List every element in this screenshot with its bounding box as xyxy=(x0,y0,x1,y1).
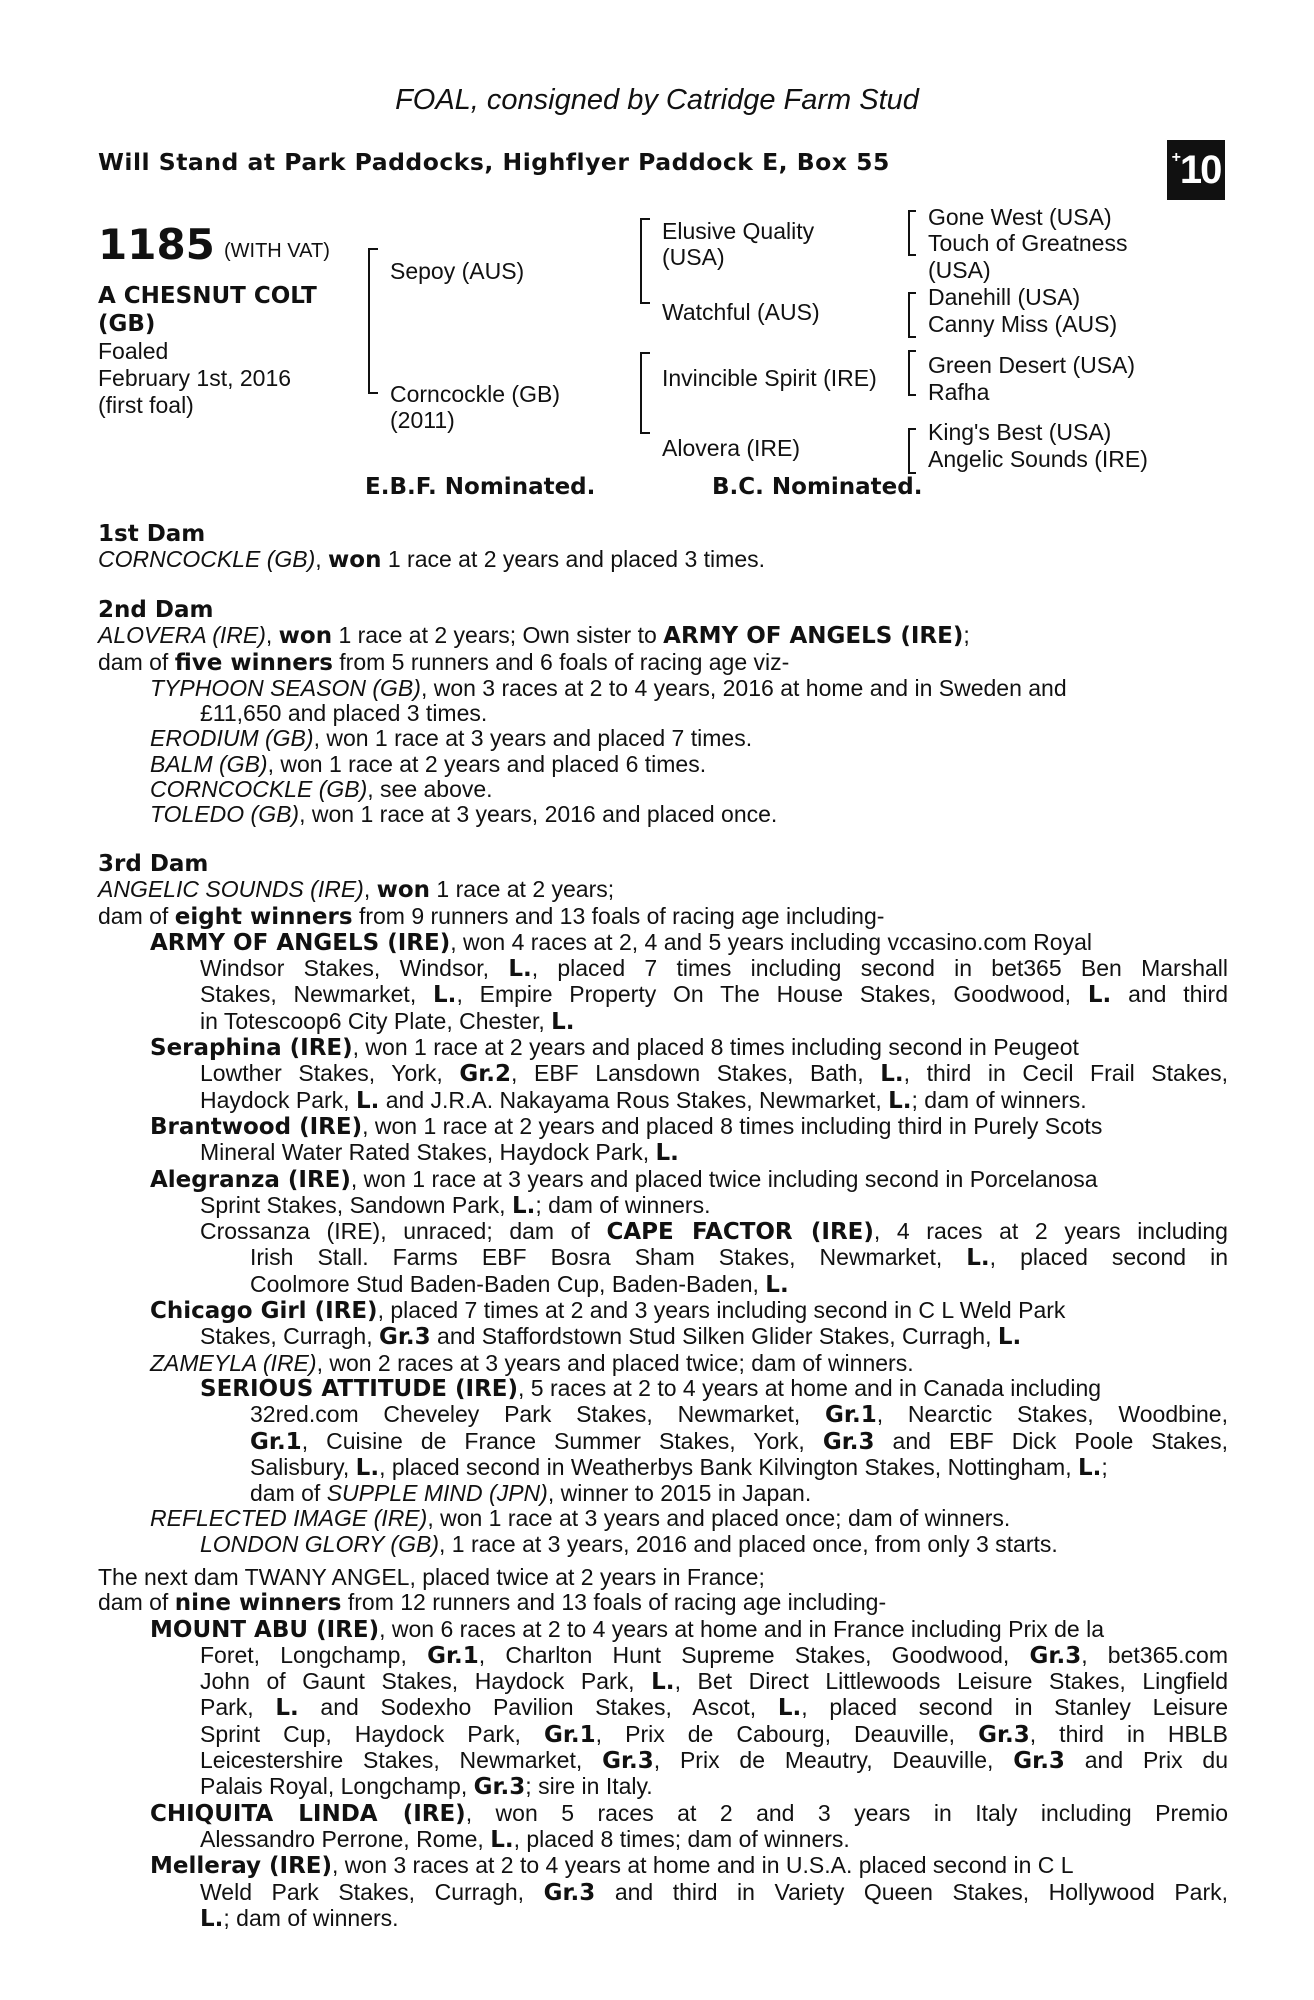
list-item: REFLECTED IMAGE (IRE), won 1 race at 3 years and placed once; dam of winners. xyxy=(150,1505,1011,1532)
g5-brace xyxy=(908,350,916,396)
list-item: TYPHOON SEASON (GB), won 3 races at 2 to 4 years, 2016 at home and in Sweden and xyxy=(150,674,1067,701)
foaled-note: (first foal) xyxy=(98,392,194,418)
third-dam-heading: 3rd Dam xyxy=(98,851,209,877)
pedigree-dam-year: (2011) xyxy=(390,407,455,433)
list-item: Chicago Girl (IRE), placed 7 times at 2 and 3 years including second in C L Weld Park xyxy=(150,1297,1066,1325)
pedigree-sire: Sepoy (AUS) xyxy=(390,258,525,284)
second-dam-heading: 2nd Dam xyxy=(98,597,214,623)
lot-description: A CHESNUT COLT xyxy=(98,283,317,309)
list-item: ARMY OF ANGELS (IRE), won 4 races at 2, 4 and 5 years including vccasino.com Royal xyxy=(150,928,1092,956)
lot-badge xyxy=(1167,140,1225,200)
list-item: MOUNT ABU (IRE), won 6 races at 2 to 4 years at home and in France including Prix de la xyxy=(150,1615,1104,1643)
list-item: BALM (GB), won 1 race at 2 years and placed 6 times. xyxy=(150,750,707,777)
list-item: TOLEDO (GB), won 1 race at 3 years, 2016 and placed once. xyxy=(150,801,778,828)
g1-brace xyxy=(908,210,916,256)
pedigree-gg8: Angelic Sounds (IRE) xyxy=(928,446,1148,472)
first-dam-heading: 1st Dam xyxy=(98,521,206,547)
pedigree-gg7: King's Best (USA) xyxy=(928,419,1112,445)
pedigree-gg4: Canny Miss (AUS) xyxy=(928,311,1118,337)
foaled-label: Foaled xyxy=(98,338,169,364)
dam-name: CORNCOCKLE (GB) xyxy=(98,546,316,573)
g3-brace xyxy=(908,292,916,338)
stand-location: Will Stand at Park Paddocks, Highflyer Paddock E, Box 55 xyxy=(98,148,890,176)
consignment-title: FOAL, consigned by Catridge Farm Stud xyxy=(395,84,919,116)
pedigree-gg1: Gone West (USA) xyxy=(928,204,1112,230)
pedigree-dam-sire: Invincible Spirit (IRE) xyxy=(662,365,877,391)
won-label: won xyxy=(328,547,382,574)
pedigree-sire-dam: Watchful (AUS) xyxy=(662,299,820,325)
list-item: Alegranza (IRE), won 1 race at 3 years and placed twice including second in Porcelanosa xyxy=(150,1165,1098,1193)
pedigree-sire-sire-country: (USA) xyxy=(662,244,725,270)
third-dam-section: 3rd Dam ANGELIC SOUNDS (IRE), won 1 race at 2 years; dam of eight winners from 9 runners and 13 foals of racing age including- ARMY OF ANGELS (IRE), won 4 races at 2, 4 and 5 years including vccasino.com Royal Windsor Stakes, Windsor, L., placed 7 times including second in bet365 Ben Marshall Stakes, Newmarket, L., Empire Property On The House Stakes, Goodwood, L. and third in Totescoop6 City Plate, Chester, L. Seraphina (IRE), won 1 race at 2 years and placed 8 times including second in Peugeot Lowther Stakes, York, Gr.2, EBF Lansdown Stakes, Bath, L., third in Cecil Frail Stakes, Haydock Park, L. and J.R.A. Nakayama Rous Stakes, Newmarket, L.; dam of winners. Brantwood (IRE), won 1 race at 2 years and placed 8 times including third in Purely Scots Mineral Water Rated Stakes, Haydock Park, L. Alegranza (IRE), won 1 race at 3 years and placed twice including second in Porcelanosa Sprint Stakes, Sandown Park, L.; dam of winners. Crossanza (IRE), unraced; dam of CAPE FACTOR (IRE), 4 races at 2 years including Irish Stall. Farms EBF Bosra Sham Stakes, Newmarket, L., placed second in Coolmore Stud Baden-Baden Cup, Baden-Baden, L. Chicago Girl (IRE), placed 7 times at 2 and 3 years including second in C L Weld Park Stakes, Curragh, Gr.3 and Staffordstown Stud Silken Glider Stakes, Curragh, L. ZAMEYLA (IRE), won 2 races at 3 years and placed twice; dam of winners. SERIOUS ATTITUDE (IRE), 5 races at 2 to 4 years at home and in Canada including 32red.com Cheveley Park Stakes, Newmarket, Gr.1, Nearctic Stakes, Woodbine, Gr.1, Cuisine de France Summer Stakes, York, Gr.3 and EBF Dick Poole Stakes, Salisbury, L., placed second in Weatherbys Bank Kilvington Stakes, Nottingham, L.; dam of SUPPLE MIND (JPN), winner to 2015 in Japan. REFLECTED IMAGE (IRE), won 1 race at 3 years and placed once; dam of winners. LONDON GLORY (GB), 1 race at 3 years, 2016 and placed once, from only 3 starts. xyxy=(98,851,1229,1557)
sire-line-brace xyxy=(640,218,650,304)
first-dam-section xyxy=(98,522,1228,574)
pedigree-sire-sire: Elusive Quality xyxy=(662,218,815,244)
second-dam-section: 2nd Dam ALOVERA (IRE), won 1 race at 2 years; Own sister to ARMY OF ANGELS (IRE); dam of five winners from 5 runners and 6 foals of racing age viz- TYPHOON SEASON (GB), won 3 races at 2 to 4 years, 2016 at home and in Sweden and £11,650 and placed 3 times. ERODIUM (GB), won 1 race at 3 years and placed 7 times. BALM (GB), won 1 race at 2 years and placed 6 times. CORNCOCKLE (GB), see above. TOLEDO (GB), won 1 race at 3 years, 2016 and placed once. xyxy=(98,598,1228,828)
dam-line-brace xyxy=(640,352,650,434)
pedigree-gg5: Green Desert (USA) xyxy=(928,352,1136,378)
list-item: Seraphina (IRE), won 1 race at 2 years and placed 8 times including second in Peugeot xyxy=(150,1034,1079,1062)
pedigree-gg2-country: (USA) xyxy=(928,257,991,283)
list-item: ZAMEYLA (IRE), won 2 races at 3 years and placed twice; dam of winners. xyxy=(150,1349,914,1376)
pedigree-gg6: Rafha xyxy=(928,379,990,405)
list-item: CORNCOCKLE (GB), see above. xyxy=(150,776,493,803)
badge-plus: + xyxy=(1171,149,1179,166)
badge-number: 10 xyxy=(1179,147,1221,192)
sire-brace xyxy=(368,248,378,394)
lot-description-country: (GB) xyxy=(98,311,156,337)
lot-number: 1185 xyxy=(98,220,215,269)
pedigree-dam-dam: Alovera (IRE) xyxy=(662,435,801,461)
list-item: Melleray (IRE), won 3 races at 2 to 4 years at home and in U.S.A. placed second in C L xyxy=(150,1852,1074,1880)
list-item: Brantwood (IRE), won 1 race at 2 years and placed 8 times including third in Purely Scots xyxy=(150,1112,1103,1140)
first-dam-line: CORNCOCKLE (GB), won 1 race at 2 years and placed 3 times. xyxy=(98,546,766,574)
next-dam-section: The next dam TWANY ANGEL, placed twice at 2 years in France; dam of nine winners from 12 runners and 13 foals of racing age including- MOUNT ABU (IRE), won 6 races at 2 to 4 years at home and in France including Prix de la Foret, Longchamp, Gr.1, Charlton Hunt Supreme Stakes, Goodwood, Gr.3, bet365.com John of Gaunt Stakes, Haydock Park, L., Bet Direct Littlewoods Leisure Stakes, Lingfield Park, L. and Sodexho Pavilion Stakes, Ascot, L., placed second in Stanley Leisure Sprint Cup, Haydock Park, Gr.1, Prix de Cabourg, Deauville, Gr.3, third in HBLB Leicestershire Stakes, Newmarket, Gr.3, Prix de Meautry, Deauville, Gr.3 and Prix du Palais Royal, Longchamp, Gr.3; sire in Italy. CHIQUITA LINDA (IRE), won 5 races at 2 and 3 years in Italy including Premio Alessandro Perrone, Rome, L., placed 8 times; dam of winners. Melleray (IRE), won 3 races at 2 to 4 years at home and in U.S.A. placed second in C L Weld Park Stakes, Curragh, Gr.3 and third in Variety Queen Stakes, Hollywood Park, L.; dam of winners. xyxy=(98,1564,1229,1932)
pedigree-dam: Corncockle (GB) xyxy=(390,381,560,407)
list-item: ERODIUM (GB), won 1 race at 3 years and placed 7 times. xyxy=(150,725,753,752)
ebf-nominated: E.B.F. Nominated. xyxy=(365,474,596,500)
pedigree-gg2: Touch of Greatness xyxy=(928,230,1128,256)
pedigree-gg3: Danehill (USA) xyxy=(928,284,1081,310)
vat-label: (WITH VAT) xyxy=(224,240,330,262)
foaled-date: February 1st, 2016 xyxy=(98,365,292,391)
g7-brace xyxy=(908,428,916,474)
bc-nominated: B.C. Nominated. xyxy=(712,474,923,500)
list-item: CHIQUITA LINDA (IRE), won 5 races at 2 and 3 years in Italy including Premio xyxy=(150,1799,1228,1827)
